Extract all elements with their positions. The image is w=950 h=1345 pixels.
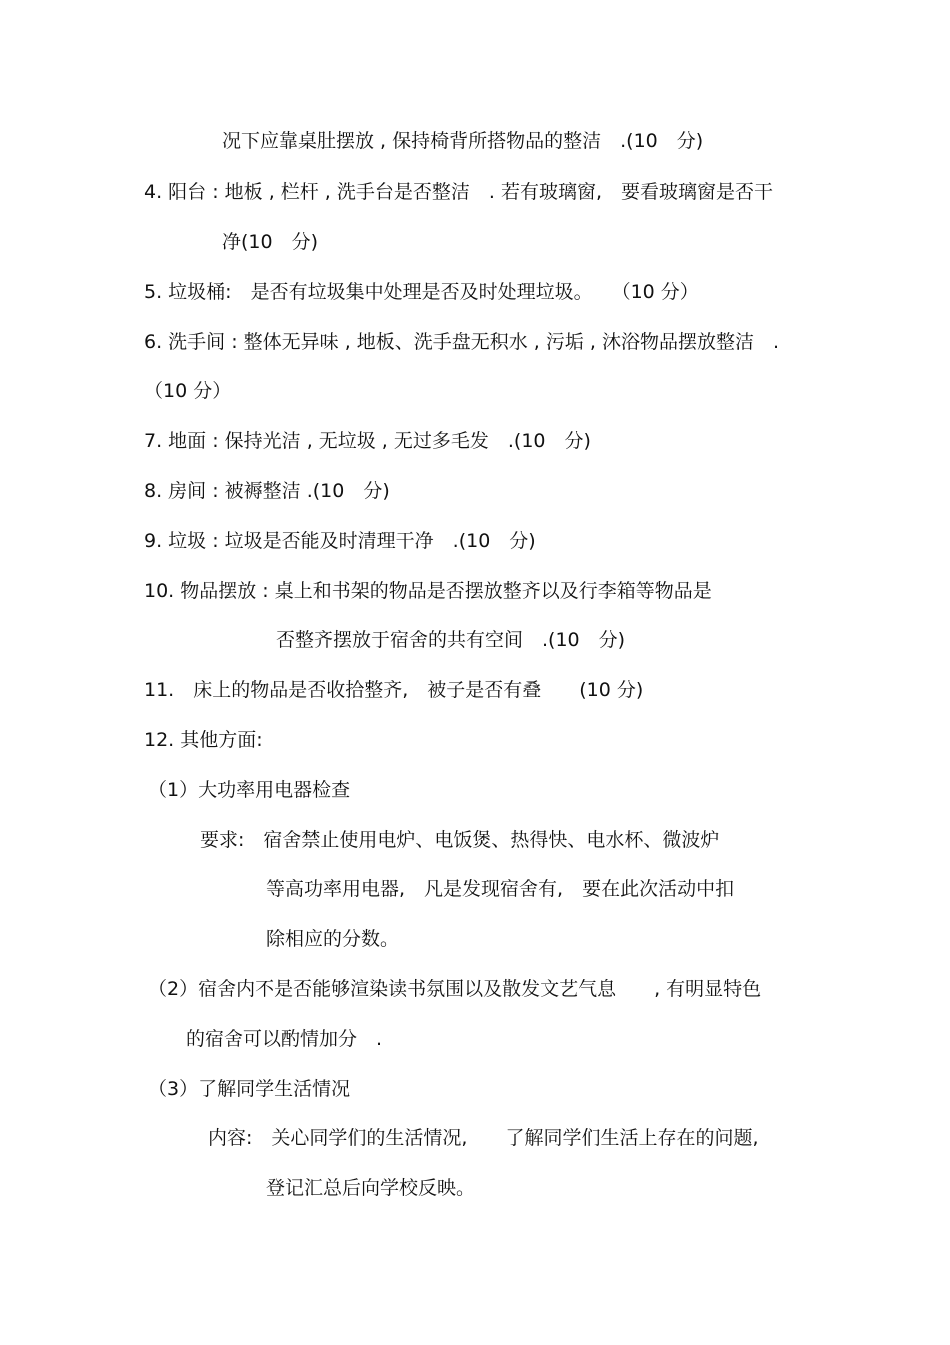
sub-item-1-requirement: 要求: 宿舍禁止使用电炉、电饭煲、热得快、电水杯、微波炉 xyxy=(200,829,720,851)
sub-item-2-continuation: 的宿舍可以酌情加分 . xyxy=(186,1028,383,1050)
item-5-trash-bin: 5. 垃圾桶: 是否有垃圾集中处理是否及时处理垃圾。 （10 分） xyxy=(144,281,699,303)
sub-item-1-requirement-cont-2: 除相应的分数。 xyxy=(266,928,400,950)
sub-item-1-requirement-cont-1: 等高功率用电器, 凡是发现宿舍有, 要在此次活动中扣 xyxy=(266,878,735,900)
item-12-other: 12. 其他方面: xyxy=(144,729,263,751)
item-11-bed: 11. 床上的物品是否收拾整齐, 被子是否有叠 (10 分) xyxy=(144,679,644,701)
item-7-floor: 7. 地面 : 保持光洁 , 无垃圾 , 无过多毛发 .(10 分) xyxy=(144,430,591,452)
item-9-garbage: 9. 垃圾 : 垃圾是否能及时清理干净 .(10 分) xyxy=(144,530,536,552)
item-4-continuation: 净(10 分) xyxy=(222,231,319,253)
sub-item-3-content: 内容: 关心同学们的生活情况, 了解同学们生活上存在的问题, xyxy=(208,1127,759,1149)
item-10-continuation: 否整齐摆放于宿舍的共有空间 .(10 分) xyxy=(276,629,626,651)
sub-item-1: （1）大功率用电器检查 xyxy=(148,779,351,801)
item-6-continuation: （10 分） xyxy=(144,380,232,402)
item-6-washroom: 6. 洗手间 : 整体无异味 , 地板、洗手盘无积水 , 污垢 , 沐浴物品摆放整洁 . xyxy=(144,331,780,353)
sub-item-3: （3）了解同学生活情况 xyxy=(148,1078,351,1100)
text-line-1: 况下应靠桌肚摆放 , 保持椅背所搭物品的整洁 .(10 分) xyxy=(222,130,704,152)
item-10-items: 10. 物品摆放 : 桌上和书架的物品是否摆放整齐以及行李箱等物品是 xyxy=(144,580,712,602)
item-4-balcony: 4. 阳台 : 地板 , 栏杆 , 洗手台是否整洁 . 若有玻璃窗, 要看玻璃窗是否干 xyxy=(144,181,774,203)
sub-item-2: （2）宿舍内不是否能够渲染读书氛围以及散发文艺气息 , 有明显特色 xyxy=(148,978,762,1000)
sub-item-3-content-cont: 登记汇总后向学校反映。 xyxy=(266,1177,476,1199)
item-8-room: 8. 房间 : 被褥整洁 .(10 分) xyxy=(144,480,390,502)
